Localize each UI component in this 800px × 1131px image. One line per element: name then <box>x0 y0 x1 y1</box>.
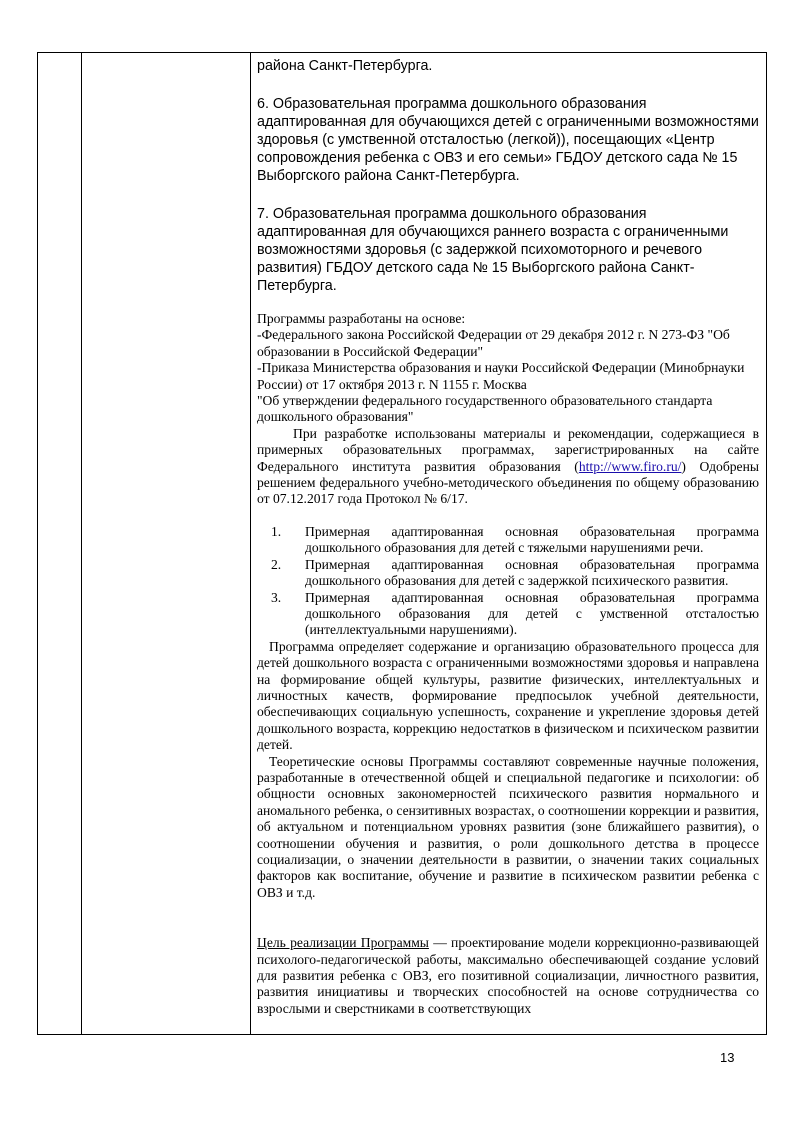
goal-paragraph: Цель реализации Программы — проектирование модели коррекционно-развивающей психолого-педагогической работы, максимально обеспечивающей создание условий для развития ребенка с ОВЗ, его позитивной социализации, личностного развития, развития инициативы и творческих способностей на основе сотрудничества со взрослыми и сверстниками в соответствующих <box>257 935 759 1016</box>
list-item: 2. Примерная адаптированная основная образовательная программа дошкольного образования для детей с задержкой психического развития. <box>271 556 759 589</box>
column-divider <box>81 53 82 1034</box>
program-6: 6. Образовательная программа дошкольного образования адаптированная для обучающихся детей с ограниченными возможностями здоровья (с умственной отсталостью (легкой)), посещающих «Центр сопровождения ребенка с ОВЗ и его семьи» ГБДОУ детского сада № 15 Выборгского района Санкт-Петербурга. <box>257 96 759 184</box>
program-7: 7. Образовательная программа дошкольного образования адаптированная для обучающихся раннего возраста с ограниченными возможностями здоровья (с задержкой психомоторного и речевого развития) ГБДОУ детского сада № 15 Выборгского района Санкт-Петербурга. <box>257 206 729 294</box>
theory-paragraph: Теоретические основы Программы составляют современные научные положения, разработанные в отечественной общей и специальной педагогике и психологии: об общности основных закономерностей психического развития нормального и аномального ребенка, о сензитивных возрастах, о соотношении коррекции и развития, об актуальном и потенциальном уровнях развития (зоне ближайшего развития), о соотношении обучения и развития, о роли дошкольного детства в процессе социализации, о значении деятельности в развитии, о значении таких социальных факторов как воспитание, обучение и развитие в психическом развитии ребенка с ОВЗ и т.д. <box>257 753 759 900</box>
list-item: 3. Примерная адаптированная основная образовательная программа дошкольного образования для детей с умственной отсталостью (интеллектуальными нарушениями). <box>271 589 759 638</box>
column-divider <box>250 53 251 1034</box>
content-cell <box>257 57 759 1017</box>
program-content-paragraph: Программа определяет содержание и организацию образовательного процесса для детей дошкольного возраста с ограниченными возможностями здоровья и направлена на формирование общей культуры, развитие физических, интеллектуальных и личностных качеств, формирование предпосылок учебной деятельности, обеспечивающих социальную успешность, сохранение и укрепление здоровья детей дошкольного возраста, коррекцию недостатков в физическом и психическом развитии детей. <box>257 638 759 753</box>
basis-standard: "Об утверждении федерального государственного образовательного стандарта дошкольного образования" <box>257 393 713 425</box>
list-item: 1. Примерная адаптированная основная образовательная программа дошкольного образования для детей с тяжелыми нарушениями речи. <box>271 523 759 556</box>
basis-order: -Приказа Министерства образования и науки Российской Федерации (Минобрнауки России) от 17 октября 2013 г. N 1155 г. Москва <box>257 360 745 392</box>
materials-paragraph: При разработке использованы материалы и рекомендации, содержащиеся в примерных образовательных программах, зарегистрированных на сайте Федерального института развития образования (http://www.firo.ru/) Одобрены решением федерального учебно-методического объединения по общему образованию от 07.12.2017 года Протокол № 6/17. <box>257 425 759 507</box>
basis-heading: Программы разработаны на основе: <box>257 311 466 326</box>
firo-link[interactable]: http://www.firo.ru/ <box>578 458 682 474</box>
page-number: 13 <box>720 1050 735 1065</box>
top-fragment: района Санкт-Петербурга. <box>257 58 433 74</box>
goal-label: Цель реализации Программы <box>257 935 429 951</box>
table-frame <box>37 52 767 1035</box>
program-list <box>257 524 759 639</box>
basis-law: -Федерального закона Российской Федерации от 29 декабря 2012 г. N 273-ФЗ "Об образовании в Российской Федерации" <box>257 327 730 359</box>
